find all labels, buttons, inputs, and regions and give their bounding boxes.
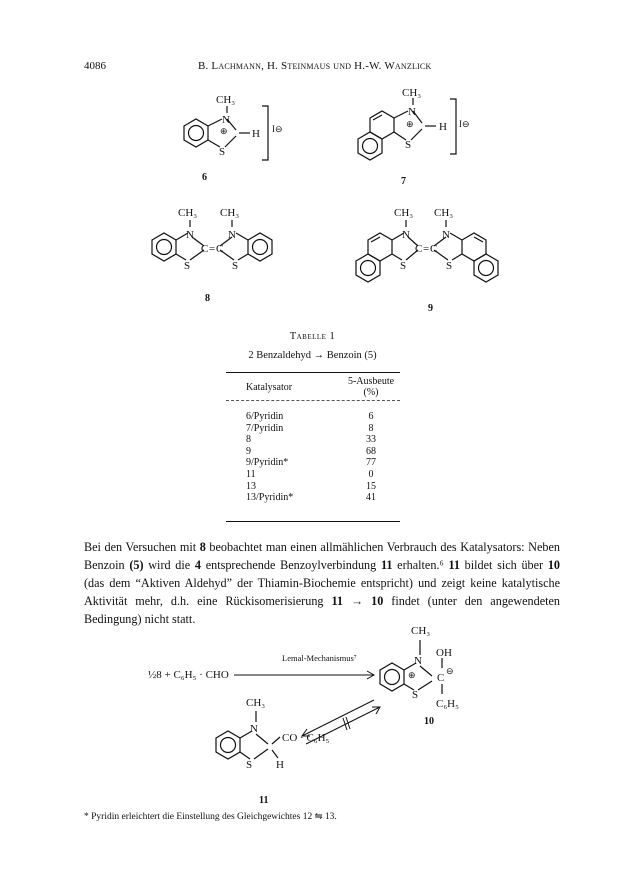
column-header: 5-Ausbeute (%) — [347, 376, 395, 398]
table-row — [226, 469, 400, 481]
s8-sulfur-left: S — [184, 260, 191, 272]
s8-methyl-left: CH₃ — [178, 207, 198, 219]
table-cell: 13/Pyridin* — [246, 492, 294, 504]
s9-nitrogen-left: N — [402, 229, 410, 241]
yield-table — [226, 376, 400, 504]
p11-hydrogen: H — [276, 759, 284, 771]
table-cell: 6 — [368, 411, 374, 422]
s9-methyl-right: CH₃ — [434, 207, 454, 219]
s6-plus: ⊕ — [220, 126, 228, 136]
s9-sulfur-left: S — [400, 260, 407, 272]
table-cell: 33 — [366, 434, 376, 446]
p10-nitrogen: N — [414, 655, 422, 667]
table-row — [226, 411, 400, 423]
table-cell: 68 — [366, 445, 376, 457]
column-header: Katalysator — [246, 381, 293, 393]
s6-counterion: I⊖ — [272, 124, 283, 134]
s7-counterion: I⊖ — [459, 119, 470, 129]
p11-methyl: CH₃ — [246, 697, 266, 709]
table-cell: 6/Pyridin — [246, 411, 284, 422]
p10-plus: ⊕ — [408, 670, 416, 680]
s8-methyl-right: CH₃ — [220, 207, 240, 219]
running-head-authors: B. Lachmann, H. Steinmaus und H.-W. Wanzlick — [198, 60, 432, 72]
s6-sulfur: S — [219, 146, 226, 158]
s9-double-bond: = — [423, 243, 430, 255]
structure-9 — [340, 200, 525, 315]
body-paragraph: Bei den Versuchen mit 8 beobachtet man einen allmählichen Verbrauch des Katalysators: Neben Benzoin (5) wird die 4 entsprechende Benzoylverbindung 11 erhalten.⁶ 11 bildet sich über 10 (das dem “Aktiven Aldehyd” der Thiamin-Biochemie entspricht) und zeigt keine katalytische Aktivität mehr, d.h. eine Rückisomerisierung 11 → 10 findet (unter den angewendeten Bedingung) nicht statt. — [84, 540, 561, 626]
s8-label: 8 — [205, 293, 210, 304]
table-cell: 7/Pyridin — [246, 422, 284, 434]
table-cell: 11 — [246, 468, 256, 480]
s9-carbon-left: C — [415, 243, 423, 255]
structure-8 — [150, 200, 300, 305]
s8-carbon-right: C — [216, 243, 224, 255]
s9-methyl-left: CH₃ — [394, 207, 414, 219]
forward-arrow — [234, 671, 374, 679]
s7-label: 7 — [401, 176, 406, 187]
s6-methyl: CH₃ — [216, 94, 236, 106]
s6-nitrogen: N — [222, 114, 230, 126]
reaction-scheme — [84, 618, 504, 810]
page-number: 4086 — [84, 60, 106, 72]
table-cell: 77 — [366, 457, 376, 469]
p10-carbon: C — [437, 672, 445, 684]
p10-sulfur: S — [412, 689, 419, 701]
table-subtitle: 2 Benzaldehyd → Benzoin (5) — [248, 350, 377, 361]
p10-label: 10 — [424, 716, 434, 727]
s6-label: 6 — [202, 172, 207, 183]
table-cell: 8 — [368, 422, 374, 434]
table-bottom-rule — [226, 521, 400, 522]
p10-hydroxyl: OH — [436, 647, 452, 659]
scheme-reactant: ½8 + C₆H₅ · CHO — [148, 669, 229, 681]
s7-nitrogen: N — [408, 106, 416, 118]
table-cell: 0 — [368, 468, 374, 480]
s8-carbon-left: C — [201, 243, 209, 255]
table-cell: 13 — [246, 480, 256, 492]
table-header-row — [226, 376, 400, 398]
table-row — [226, 492, 400, 504]
table-row — [226, 446, 400, 458]
s8-nitrogen-left: N — [186, 229, 194, 241]
scheme-arrow-label: Lemal-Mechanismus⁷ — [282, 653, 357, 663]
s9-label: 9 — [428, 303, 433, 314]
s7-plus: ⊕ — [406, 119, 414, 129]
table-header-rule — [226, 400, 400, 401]
footnote: * Pyridin erleichtert die Einstellung des Gleichgewichtes 12 ⇋ 13. — [84, 812, 337, 822]
table-row — [226, 423, 400, 435]
s8-sulfur-right: S — [232, 260, 239, 272]
s7-hydrogen: H — [439, 121, 447, 133]
s8-nitrogen-right: N — [228, 229, 236, 241]
p11-label: 11 — [259, 795, 269, 806]
table-cell: 8 — [246, 434, 251, 446]
page-header — [0, 60, 625, 76]
table-cell: 9 — [246, 445, 251, 457]
table-row — [226, 434, 400, 446]
table-cell: 15 — [366, 480, 376, 492]
p10-minus: ⊖ — [446, 666, 454, 676]
p11-acyl: CO · C₆H₅ — [282, 732, 330, 744]
s9-carbon-right: C — [430, 243, 438, 255]
table-caption: Tabelle 1 — [289, 331, 336, 342]
table-row — [226, 481, 400, 493]
p11-sulfur: S — [246, 759, 253, 771]
s7-sulfur: S — [405, 139, 412, 151]
structure-6 — [170, 92, 290, 184]
table-cell: 41 — [366, 492, 376, 504]
s6-hydrogen: H — [252, 128, 260, 140]
p10-phenyl: C₆H₅ — [436, 698, 459, 710]
table-cell: 9/Pyridin* — [246, 457, 289, 469]
s9-nitrogen-right: N — [442, 229, 450, 241]
structure-7 — [340, 87, 490, 187]
s9-sulfur-right: S — [446, 260, 453, 272]
s8-double-bond: = — [209, 243, 216, 255]
table-row — [226, 457, 400, 469]
p10-methyl: CH₃ — [411, 625, 431, 637]
p11-nitrogen: N — [250, 723, 258, 735]
table-top-rule — [226, 372, 400, 373]
s7-methyl: CH₃ — [402, 87, 422, 99]
